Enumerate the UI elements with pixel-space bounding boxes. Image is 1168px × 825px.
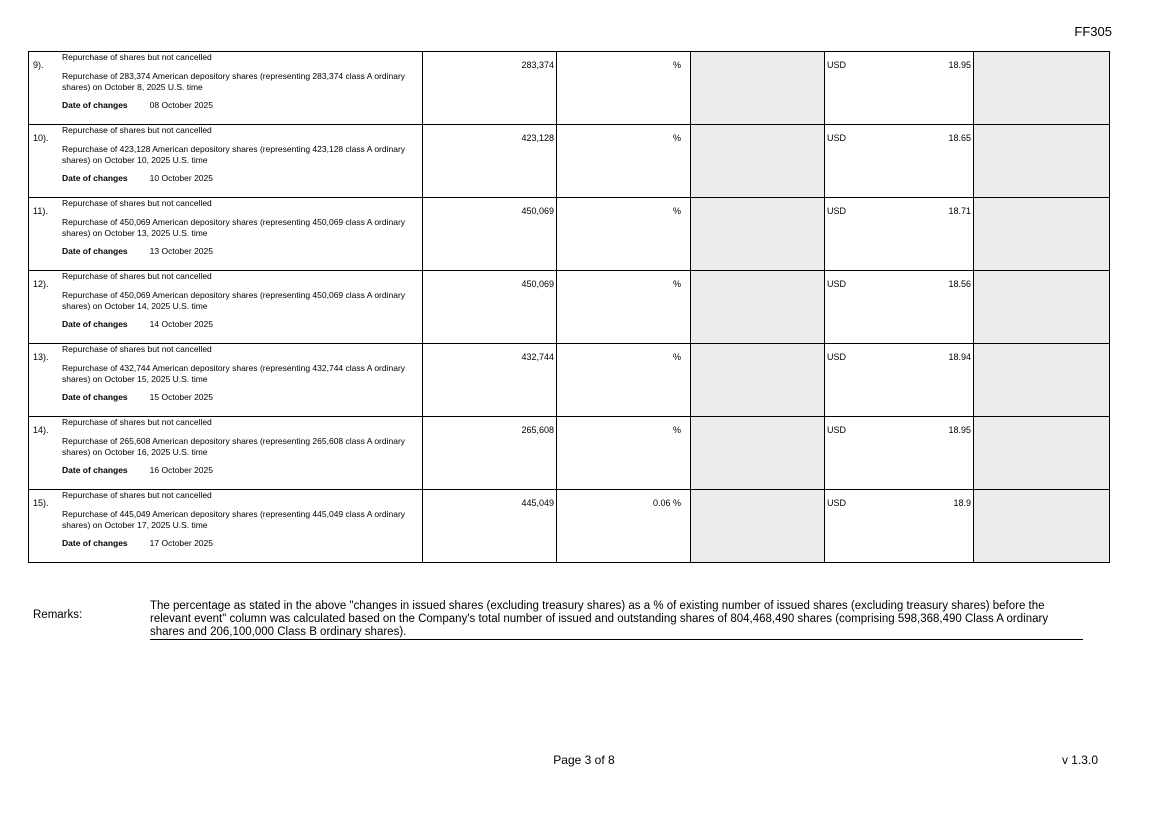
date-of-changes: 15 October 2025 [149,392,213,402]
currency: USD [827,60,847,70]
date-of-changes: 08 October 2025 [149,100,213,110]
percentage: % [557,125,691,198]
blank-cell [691,271,825,344]
remarks-label: Remarks: [33,609,83,621]
event-type: Repurchase of shares but not cancelled [62,125,212,135]
percentage: % [557,344,691,417]
event-detail: Repurchase of 450,069 American depository shares (representing 450,069 class A ordinary shares) on October 14, 2025 U.S. time [62,290,406,311]
date-of-changes: 10 October 2025 [149,173,213,183]
table-row [29,417,1110,490]
page-number: Page 3 of 8 [553,753,615,767]
date-label: Date of changes [62,173,128,183]
percentage: % [557,198,691,271]
event-detail: Repurchase of 445,049 American depository shares (representing 445,049 class A ordinary shares) on October 17, 2025 U.S. time [62,509,406,530]
percentage: % [557,52,691,125]
blank-cell [691,125,825,198]
version-label: v 1.3.0 [1061,753,1098,767]
date-label: Date of changes [62,319,128,329]
event-detail: Repurchase of 432,744 American depository shares (representing 432,744 class A ordinary shares) on October 15, 2025 U.S. time [62,363,406,384]
blank-cell [691,198,825,271]
table-row [29,52,1110,125]
date-label: Date of changes [62,246,128,256]
date-of-changes: 17 October 2025 [149,538,213,548]
date-label: Date of changes [62,538,128,548]
percentage: 0.06 % [557,490,691,563]
date-label: Date of changes [62,392,128,402]
form-code: FF305 [1074,24,1112,39]
currency: USD [827,425,847,435]
table-row [29,198,1110,271]
date-of-changes: 13 October 2025 [149,246,213,256]
blank-cell [974,344,1110,417]
row-number: 13). [33,352,49,362]
currency: USD [827,279,847,289]
event-type: Repurchase of shares but not cancelled [62,344,212,354]
blank-cell [691,417,825,490]
blank-cell [691,490,825,563]
percentage: % [557,417,691,490]
currency: USD [827,352,847,362]
row-number: 15). [33,498,49,508]
row-number: 10). [33,133,49,143]
number-of-shares: 265,608 [423,417,557,490]
event-type: Repurchase of shares but not cancelled [62,417,212,427]
row-number: 14). [33,425,49,435]
share-changes-table [28,51,1110,563]
price: 18.65 [948,133,971,143]
event-detail: Repurchase of 423,128 American depository shares (representing 423,128 class A ordinary shares) on October 10, 2025 U.S. time [62,144,406,165]
number-of-shares: 283,374 [423,52,557,125]
percentage: % [557,271,691,344]
number-of-shares: 450,069 [423,198,557,271]
blank-cell [974,417,1110,490]
event-detail: Repurchase of 265,608 American depository shares (representing 265,608 class A ordinary shares) on October 16, 2025 U.S. time [62,436,406,457]
event-detail: Repurchase of 283,374 American depository shares (representing 283,374 class A ordinary shares) on October 8, 2025 U.S. time [62,71,406,92]
date-of-changes: 14 October 2025 [149,319,213,329]
number-of-shares: 432,744 [423,344,557,417]
event-type: Repurchase of shares but not cancelled [62,271,212,281]
row-number: 11). [33,206,48,216]
event-type: Repurchase of shares but not cancelled [62,490,212,500]
table-row [29,271,1110,344]
blank-cell [974,271,1110,344]
table-row [29,344,1110,417]
date-label: Date of changes [62,465,128,475]
table-row [29,125,1110,198]
price: 18.56 [948,279,971,289]
blank-cell [974,125,1110,198]
table-row [29,490,1110,563]
event-detail: Repurchase of 450,069 American depository shares (representing 450,069 class A ordinary shares) on October 13, 2025 U.S. time [62,217,406,238]
price: 18.94 [948,352,971,362]
blank-cell [974,198,1110,271]
row-number: 9). [33,60,44,70]
blank-cell [974,52,1110,125]
blank-cell [691,344,825,417]
blank-cell [974,490,1110,563]
remarks-text: The percentage as stated in the above "changes in issued shares (excluding treasury shares) as a % of existing number of issued shares (excluding treasury shares) before the relevant event" column was calculated based on the Company's total number of issued and outstanding shares of 804,468,490 shares (comprising 598,368,490 Class A ordinary shares and 206,100,000 Class B ordinary shares). [150,600,1083,640]
currency: USD [827,498,847,508]
row-number: 12). [33,279,49,289]
date-of-changes: 16 October 2025 [149,465,213,475]
number-of-shares: 450,069 [423,271,557,344]
price: 18.71 [948,206,971,216]
event-type: Repurchase of shares but not cancelled [62,52,212,62]
price: 18.95 [948,60,971,70]
event-type: Repurchase of shares but not cancelled [62,198,212,208]
price: 18.95 [948,425,971,435]
number-of-shares: 423,128 [423,125,557,198]
date-label: Date of changes [62,100,128,110]
blank-cell [691,52,825,125]
currency: USD [827,206,847,216]
price: 18.9 [953,498,971,508]
currency: USD [827,133,847,143]
number-of-shares: 445,049 [423,490,557,563]
